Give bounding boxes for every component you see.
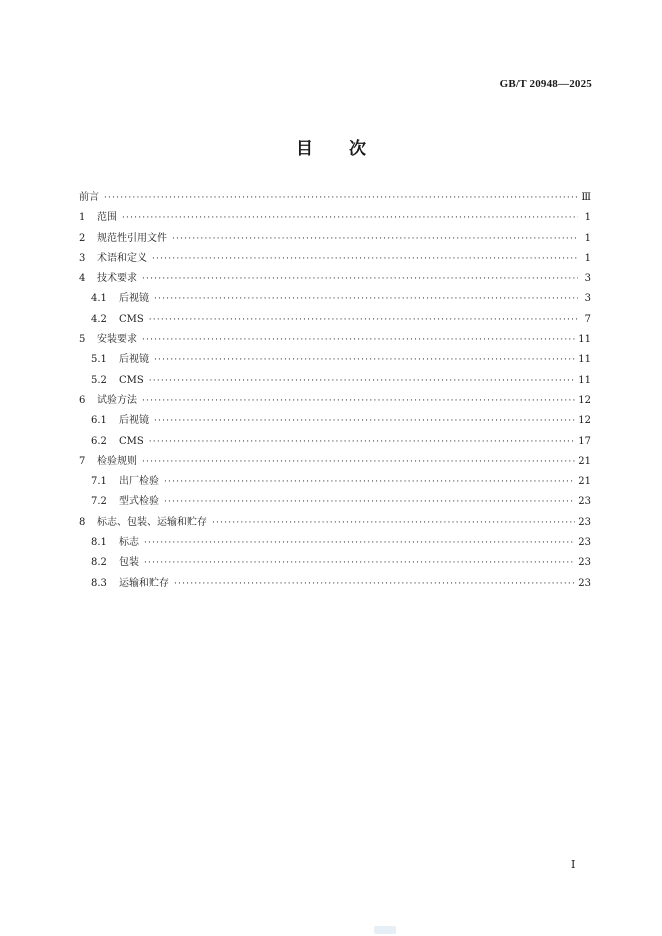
- page-number: I: [571, 858, 576, 871]
- toc-leader-dots: [149, 432, 576, 452]
- toc-entry-page: 11: [578, 374, 591, 386]
- toc-entry[interactable]: [79, 553, 591, 573]
- toc-entry-page: 23: [578, 537, 591, 549]
- toc-entry-number: 8.2: [91, 557, 107, 569]
- toc-entry-label: 标志、包装、运输和贮存: [97, 516, 207, 528]
- toc-entry[interactable]: [79, 350, 591, 370]
- toc-entry-page: 21: [578, 455, 591, 467]
- toc-entry-label: 后视镜: [119, 293, 149, 305]
- toc-leader-dots: [104, 188, 578, 208]
- toc-entry-label: CMS: [119, 435, 144, 447]
- toc-entry-page: 23: [578, 577, 591, 589]
- toc-entry-number: 5.1: [91, 354, 107, 366]
- toc-entry-number: 6: [79, 394, 86, 406]
- toc-entry-label: 运输和贮存: [119, 577, 169, 589]
- toc-entry-number: 2: [79, 232, 86, 244]
- toc-entry[interactable]: [79, 513, 591, 533]
- toc-leader-dots: [142, 391, 575, 411]
- toc-leader-dots: [164, 492, 575, 512]
- toc-entry-label: 型式检验: [119, 496, 159, 508]
- toc-entry-page: 17: [578, 435, 591, 447]
- toc-entry-page: 1: [584, 252, 591, 264]
- toc-entry-number: 4.2: [91, 313, 107, 325]
- toc-entry[interactable]: [79, 188, 591, 208]
- toc-entry-page: 23: [578, 516, 591, 528]
- toc-entry-number: 7.1: [91, 476, 107, 488]
- watermark-mark: [374, 926, 396, 934]
- toc-entry-page: Ⅲ: [581, 192, 591, 203]
- toc-entry-page: 1: [584, 232, 591, 244]
- toc-entry-label: 技术要求: [97, 273, 137, 285]
- toc-entry-page: 11: [578, 334, 591, 346]
- toc-entry-number: 1: [79, 212, 86, 224]
- toc-entry-label: 术语和定义: [97, 252, 147, 264]
- toc-entry-label: 后视镜: [119, 354, 149, 366]
- toc-leader-dots: [149, 371, 576, 391]
- page-title: 目次: [296, 139, 402, 159]
- toc-entry-label: 出厂检验: [119, 476, 159, 488]
- toc-entry[interactable]: [79, 452, 591, 472]
- toc-entry[interactable]: [79, 432, 591, 452]
- toc-entry[interactable]: [79, 310, 591, 330]
- toc-entry-number: 3: [79, 252, 86, 264]
- toc-entry-page: 11: [578, 354, 591, 366]
- toc-entry-page: 23: [578, 496, 591, 508]
- toc-entry[interactable]: [79, 371, 591, 391]
- toc-entry-number: 8.3: [91, 577, 107, 589]
- toc-entry-label: 标志: [119, 537, 139, 549]
- toc-entry-page: 3: [584, 293, 591, 305]
- toc-entry-page: 3: [584, 273, 591, 285]
- toc-entry-page: 7: [584, 313, 591, 325]
- toc-leader-dots: [154, 411, 575, 431]
- toc-leader-dots: [164, 472, 575, 492]
- standard-number: GB/T 20948—2025: [499, 78, 592, 90]
- toc-entry-label: 前言: [79, 192, 99, 203]
- toc-entry-number: 8: [79, 516, 86, 528]
- toc-leader-dots: [142, 452, 575, 472]
- toc-entry-label: 规范性引用文件: [97, 232, 167, 244]
- toc-leader-dots: [122, 208, 578, 228]
- toc-leader-dots: [212, 513, 575, 533]
- toc-entry[interactable]: [79, 411, 591, 431]
- toc-entry-number: 7: [79, 455, 86, 467]
- toc-leader-dots: [142, 330, 575, 350]
- toc-entry-number: 5.2: [91, 374, 107, 386]
- toc-leader-dots: [149, 310, 578, 330]
- toc-entry-number: 6.1: [91, 415, 107, 427]
- toc-entry-page: 21: [578, 476, 591, 488]
- toc-entry-number: 6.2: [91, 435, 107, 447]
- toc-leader-dots: [154, 289, 578, 309]
- toc-leader-dots: [172, 229, 578, 249]
- toc-entry-page: 23: [578, 557, 591, 569]
- toc-leader-dots: [154, 350, 575, 370]
- toc-entry[interactable]: [79, 472, 591, 492]
- toc-entry-number: 8.1: [91, 537, 107, 549]
- toc-entry-label: CMS: [119, 374, 144, 386]
- toc-entry-page: 12: [578, 394, 591, 406]
- toc-entry[interactable]: [79, 391, 591, 411]
- toc-entry-label: 范围: [97, 212, 117, 224]
- toc-entry[interactable]: [79, 269, 591, 289]
- toc-entry-label: 试验方法: [97, 394, 137, 406]
- toc-entry-page: 1: [584, 212, 591, 224]
- toc-leader-dots: [144, 533, 575, 553]
- toc-entry[interactable]: [79, 330, 591, 350]
- toc-entry[interactable]: [79, 574, 591, 594]
- toc-entry[interactable]: [79, 229, 591, 249]
- toc-entry-number: 4: [79, 273, 86, 285]
- toc-entry-label: 后视镜: [119, 415, 149, 427]
- toc-entry-number: 4.1: [91, 293, 107, 305]
- toc-entry[interactable]: [79, 208, 591, 228]
- toc-leader-dots: [152, 249, 578, 269]
- toc-entry-number: 5: [79, 334, 86, 346]
- toc-entry[interactable]: [79, 533, 591, 553]
- toc-entry-label: 包装: [119, 557, 139, 569]
- toc-leader-dots: [142, 269, 578, 289]
- toc-entry[interactable]: [79, 289, 591, 309]
- toc-entry[interactable]: [79, 492, 591, 512]
- toc-leader-dots: [174, 574, 575, 594]
- toc-leader-dots: [144, 553, 575, 573]
- toc-entry-page: 12: [578, 415, 591, 427]
- table-of-contents: [79, 188, 591, 594]
- toc-entry[interactable]: [79, 249, 591, 269]
- toc-entry-label: 安装要求: [97, 334, 137, 346]
- toc-entry-number: 7.2: [91, 496, 107, 508]
- toc-entry-label: CMS: [119, 313, 144, 325]
- toc-entry-label: 检验规则: [97, 455, 137, 467]
